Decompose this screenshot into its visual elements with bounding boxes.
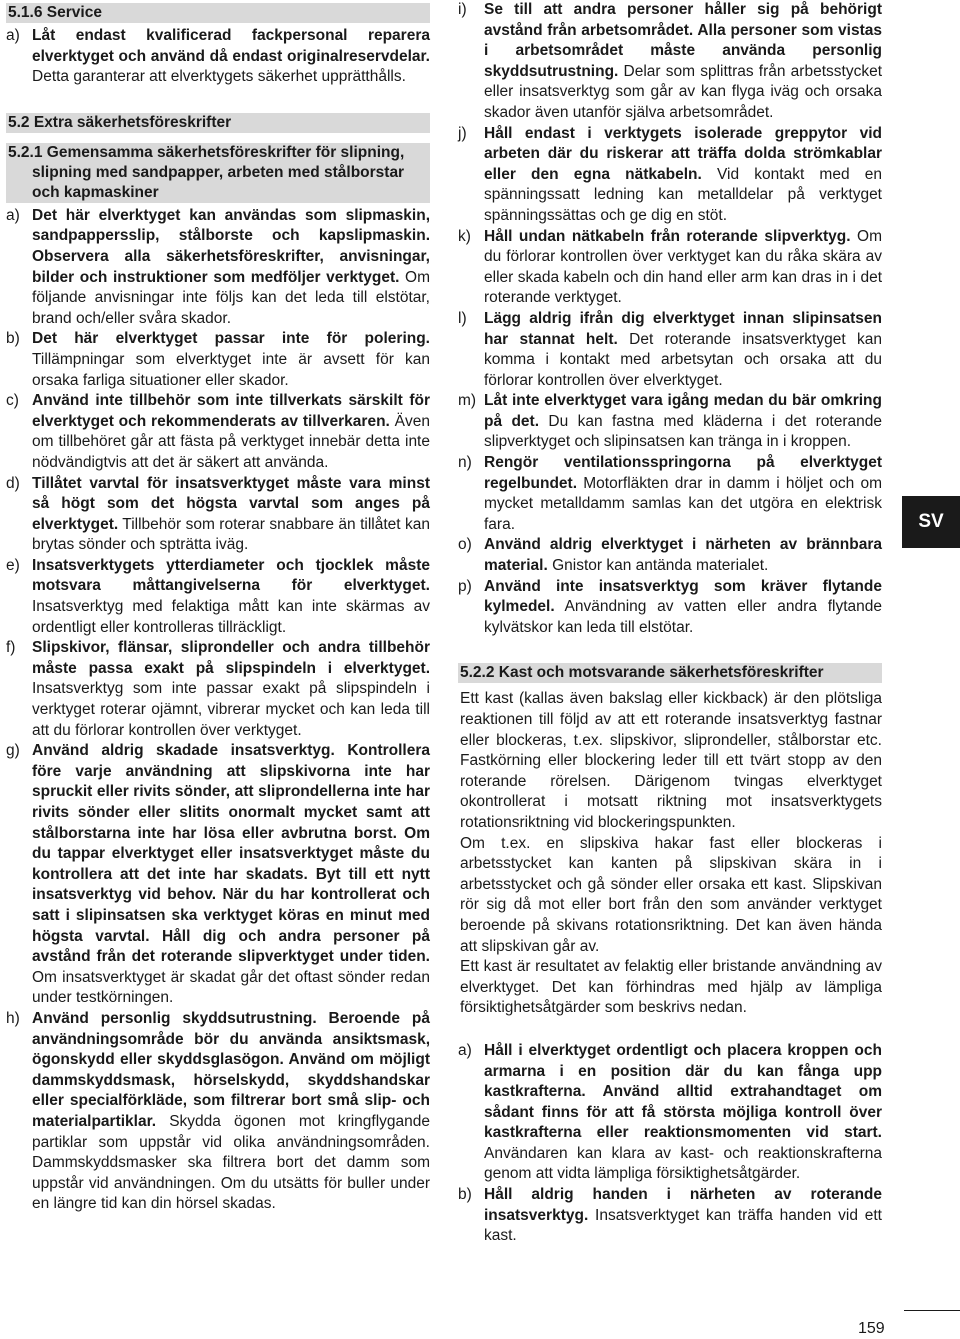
item-text — [32, 206, 430, 330]
spacer — [458, 638, 882, 660]
item-text — [32, 741, 430, 1009]
item-text — [484, 453, 882, 535]
list-item — [458, 1041, 882, 1185]
item-regular: Skydda ögonen mot kringflygande partiklar som uppstår vid olika användningsområden. Dammskyddsmasker ska filtrera bort det damm som uppstår vid användningen. Om du utsätts för buller under en längre tid kan din hörsel skadas. — [32, 1112, 430, 1213]
left-item-list — [6, 206, 430, 1215]
item-bold: Använd aldrig elverktyget i närheten av brännbara material. — [484, 536, 882, 575]
item-marker: d) — [6, 474, 20, 492]
item-text — [484, 577, 882, 639]
item-text — [32, 1009, 430, 1215]
section-heading-extra: 5.2 Extra säkerhetsföreskrifter — [6, 113, 430, 133]
item-regular: Gnistor kan antända materialet. — [547, 557, 769, 575]
footer-rule — [904, 1310, 960, 1311]
left-column — [6, 0, 430, 1215]
list-item — [458, 453, 882, 535]
item-text — [484, 227, 882, 309]
item-marker: b) — [458, 1186, 472, 1204]
list-item — [458, 227, 882, 309]
item-bold: Se till att andra personer håller sig på behörigt avstånd från arbetsområdet. Alla personer som vistas i arbetsområdet måste använda personlig skyddsutrustning. — [484, 1, 882, 80]
page-number: 159 — [858, 1320, 885, 1337]
list-item — [6, 638, 430, 741]
item-marker: o) — [458, 536, 472, 554]
item-marker: m) — [458, 392, 477, 410]
item-regular: Insatsverktyget kan träffa handen vid ett kast. — [484, 1206, 882, 1245]
list-item — [458, 535, 882, 576]
paragraph: Ett kast är resultatet av felaktig eller bristande användning av elverktyget. Det kan förhindras med hjälp av lämpliga försiktighetsåtgärder som beskrivs nedan. — [460, 958, 882, 1017]
item-bold: Låt endast kvalificerad fackpersonal reparera elverktyget och använd då endast originalreservdelar. — [32, 27, 430, 65]
item-text — [32, 638, 430, 741]
item-regular: Delar som splittras från arbetsstycket eller insatsverktyg som går av kan flyga iväg och orsaka skador även utanför själva arbetsområdet. — [484, 62, 882, 121]
item-bold: Det här elverktyget passar inte för polering. — [32, 330, 430, 348]
list-item-service-a — [6, 26, 430, 88]
item-text — [484, 124, 882, 227]
item-text — [32, 391, 430, 473]
item-marker: i) — [458, 1, 467, 18]
item-text — [484, 1041, 882, 1185]
section-heading-service: 5.1.6 Service — [6, 3, 430, 23]
right-column — [458, 0, 882, 1247]
item-regular: Detta garanterar att elverktygets säkerhet upprätthålls. — [32, 68, 406, 86]
item-regular: Även om tillbehöret går att fästa på verktyget innebär detta inte nödvändigtvis att det är säkert att använda. — [32, 412, 431, 471]
item-marker: l) — [458, 309, 467, 327]
list-item — [6, 329, 430, 391]
language-tab: SV — [902, 496, 960, 548]
item-text — [484, 391, 882, 453]
item-regular: Insatsverktyg som inte passar exakt på slipspindeln i verktyget roterar ojämnt, vibrerar mycket och kan leda till att du förlorar kontrollen över verktyget. — [32, 680, 430, 739]
item-bold: Slipskivor, flänsar, sliprondeller och andra tillbehör måste passa exakt på slipspindeln i elverktyget. — [32, 639, 430, 677]
item-marker: p) — [458, 577, 472, 595]
item-bold: Insatsverktygets ytterdiameter och tjocklek måste motsvara måttangivelserna för elverktyget. — [32, 556, 430, 595]
list-item — [6, 556, 430, 638]
item-marker: b) — [6, 330, 20, 348]
item-marker: a) — [6, 27, 20, 44]
item-regular: Tillämpningar som elverktyget inte är avsett för kan orsaka farliga situationer eller skador. — [32, 350, 430, 389]
list-item — [458, 124, 882, 227]
item-bold: Håll undan nätkabeln från roterande slipverktyg. — [484, 227, 851, 245]
spacer — [458, 1019, 882, 1041]
item-regular: Vid kontakt med en spänningssatt ledning kan metalldelar på verktyget spänningssättas och ge dig en stöt. — [484, 165, 883, 224]
right-item-list-kickback — [458, 1041, 882, 1247]
item-marker: j) — [458, 124, 467, 142]
list-item — [6, 391, 430, 473]
item-marker: g) — [6, 742, 20, 760]
list-item — [458, 1185, 882, 1247]
item-text — [32, 474, 430, 556]
item-marker: n) — [458, 454, 472, 472]
item-regular: Motorfläkten drar in damm i höljet och om mycket metalldamm samlas kan det utgöra en elektrisk fara. — [484, 474, 882, 533]
list-item — [458, 309, 882, 391]
right-item-list — [458, 0, 882, 638]
item-bold: Använd inte tillbehör som inte tillverkats särskilt för elverktyget och rekommenderats av tillverkaren. — [32, 392, 430, 430]
item-text — [484, 0, 882, 124]
item-marker: a) — [6, 206, 20, 224]
spacer — [6, 88, 430, 110]
item-marker: f) — [6, 639, 16, 657]
section-heading-common: 5.2.1 Gemensamma säkerhetsföreskrifter för slipning, slipning med sandpapper, arbeten med stålborstar och kapmaskiner — [6, 143, 430, 203]
item-bold: Låt inte elverktyget vara igång medan du bär omkring på det. — [484, 392, 882, 430]
item-regular: Insatsverktyg med felaktiga mått kan inte skärmas av ordentligt eller kontrolleras tillräckligt. — [32, 598, 430, 636]
item-regular: Du kan fastna med kläderna i det roterande slipverktyget och slipinsatsen kan tränga in i kroppen. — [484, 412, 883, 451]
item-marker: a) — [458, 1041, 472, 1059]
list-item — [458, 577, 882, 639]
item-regular: Tillbehör som roterar snabbare än tillåtet kan brytas sönder och spträtta iväg. — [32, 515, 430, 554]
item-marker: e) — [6, 556, 20, 574]
item-bold: Rengör ventilationsspringorna på elverktyget regelbundet. — [484, 454, 882, 492]
item-bold: Lägg aldrig ifrån dig elverktyget innan slipinsatsen har stannat helt. — [484, 309, 882, 348]
paragraph: Ett kast (kallas även bakslag eller kickback) är den plötsliga reaktionen till följd av att ett roterande insatsverktyg fastnar eller blockeras, t.ex. slipskivor, sliprondeller, stålborstar etc. Fastkörning eller blockering leder till ett tvärt stopp av den roterande rörelsen. Därigenom tvingas elverktyget okontrollerat i motsatt riktning mot insatsverktygets rotationsriktning vid blockeringspunkten. — [460, 690, 882, 831]
item-bold: Använd inte insatsverktyg som kräver flytande kylmedel. — [484, 577, 882, 616]
list-item — [6, 206, 430, 330]
item-bold: Tillåtet varvtal för insatsverktyget måste vara minst så högt som det högsta varvtal som anges på elverktyget. — [32, 474, 430, 533]
item-regular: Det roterande insatsverktyget kan komma i kontakt med arbetsytan och orsaka att du förlorar kontrollen över elverktyget. — [484, 330, 882, 389]
item-bold: Håll endast i verktygets isolerade greppytor vid arbeten där du riskerar att träffa dolda strömkablar eller den egna nätkabeln. — [484, 124, 882, 183]
list-item — [458, 0, 882, 124]
list-item — [458, 391, 882, 453]
item-text — [32, 329, 430, 391]
paragraph: Om t.ex. en slipskiva hakar fast eller blockeras i arbetsstycket kan kanten på slipskivan skära in i arbetsstycket och gå sönder eller orsaka ett kast. Slipskivan rör sig då mot eller bort från den som använder verktyget beroende på skivans rotationsriktning. Det kan även hända att slipskivan går av. — [460, 834, 882, 955]
item-regular: Användaren kan klara av kast- och reaktionskrafterna genom att vidta lämpliga försiktighetsåtgärder. — [484, 1144, 882, 1183]
list-item — [6, 474, 430, 556]
item-marker: h) — [6, 1009, 20, 1027]
item-bold: Håll i elverktyget ordentligt och placera kroppen och armarna i en position där du kan fånga upp kastkrafterna. Använd alltid extrahandtaget om sådant finns för att få största möjliga kontroll över kastkrafterna eller reaktionsmomenten vid start. — [484, 1041, 882, 1142]
item-bold: Använd aldrig skadade insatsverktyg. Kontrollera före varje användning att slipskivorna inte har spruckit eller rivits sönder, att sliprondellerna inte har rivits sönder eller slitits onormalt mycket samt att stålborstarna inte har lösa eller avbrutna borst. Om du tappar elverktyget eller insatsverktyget måste du kontrollera att det inte har skadats. Byt till ett nytt insatsverktyg vid behov. När du har kontrollerat och satt i slipinsatsen ska verktyget köras en minut med högsta varvtal. Håll dig och andra personer på avstånd från det roterande slipverktyget under tiden. — [32, 742, 430, 966]
item-regular: Om insatsverktyget är skadat går det oftast sönder redan under testkörningen. — [32, 968, 430, 1007]
list-item — [6, 1009, 430, 1215]
section-heading-kickback: 5.2.2 Kast och motsvarande säkerhetsföreskrifter — [458, 663, 882, 683]
item-regular: Om följande anvisningar inte följs kan det leda till elstötar, brand och/eller svåra skador. — [32, 268, 431, 327]
item-marker: c) — [6, 392, 19, 410]
item-bold: Håll aldrig handen i närheten av roterande insatsverktyg. — [484, 1186, 882, 1224]
item-text — [484, 1185, 882, 1247]
item-marker: k) — [458, 227, 471, 245]
item-regular: Om du förlorar kontrollen över verktyget kan du råka skära av eller skada kabeln och din hand eller arm kan dras in i det roterande verktyget. — [484, 227, 883, 307]
item-regular: Användning av vatten eller andra flytande kylvätskor kan leda till elstötar. — [484, 598, 882, 636]
list-item — [6, 741, 430, 1009]
item-text — [32, 26, 430, 88]
item-text — [32, 556, 430, 638]
item-text — [484, 535, 882, 576]
item-text — [484, 309, 882, 391]
item-bold: Använd personlig skyddsutrustning. Beroende på användningsområde bör du använda ansiktsmask, ögonskydd eller skyddsglasögon. Använd om möjligt dammskyddsmask, hörselskydd, skyddshandskar eller specialförkläde, som filtrerar bort små slip- och materialpartiklar. — [32, 1009, 430, 1130]
item-bold: Det här elverktyget kan användas som slipmaskin, sandpappersslip, stålborste och kapslipmaskin. Observera alla säkerhetsföreskrifter, anvisningar, bilder och instruktioner som medföljer verktyget. — [32, 206, 430, 286]
